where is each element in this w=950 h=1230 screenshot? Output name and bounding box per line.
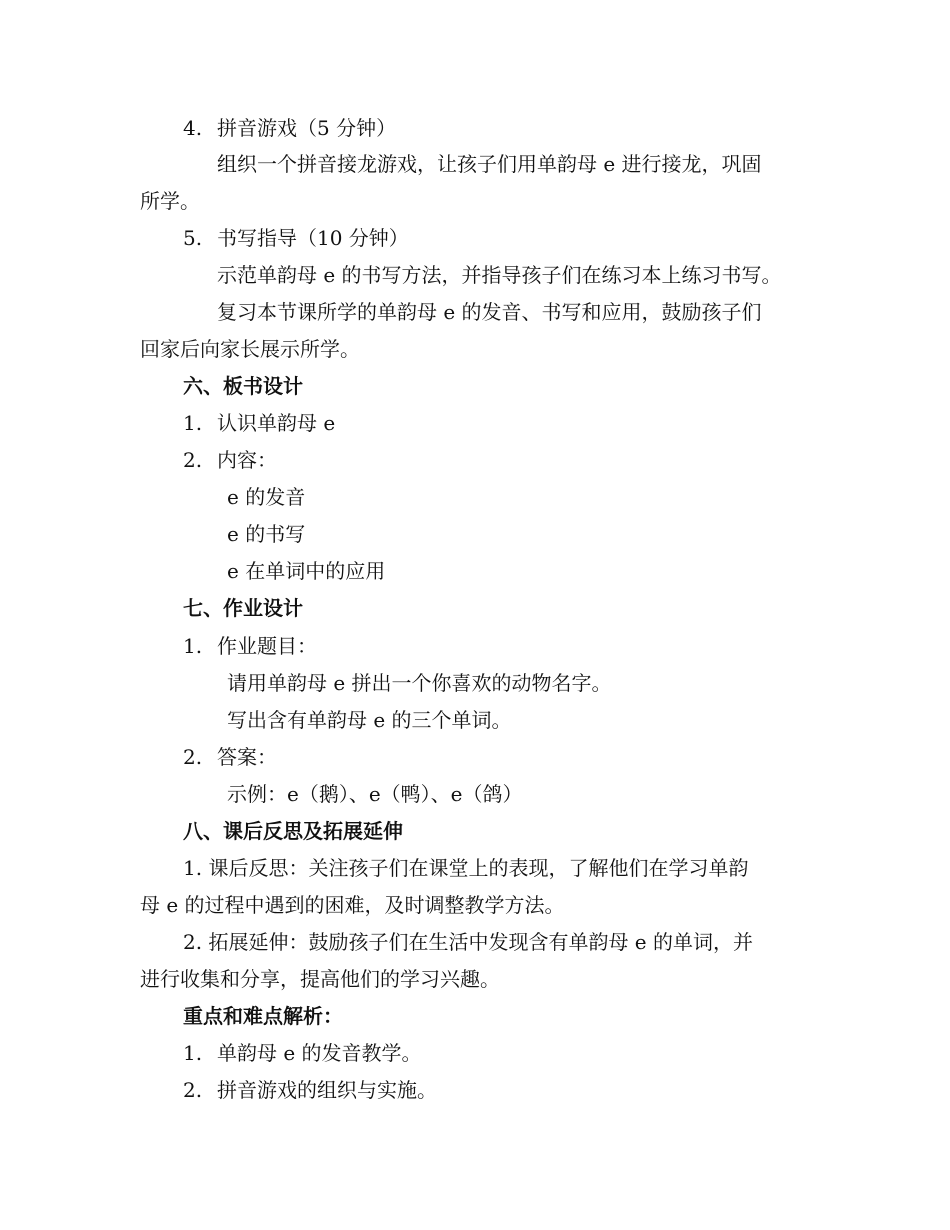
review-line-1: 复习本节课所学的单韵母 e 的发音、书写和应用，鼓励孩子们 (217, 300, 762, 324)
section-heading-key-points: 重点和难点解析： (183, 1004, 343, 1028)
reflection-line-2: 母 e 的过程中遇到的困难，及时调整教学方法。 (140, 893, 565, 917)
item-text: 认识单韵母 e (217, 411, 336, 435)
board-item-1 (183, 411, 335, 435)
homework-item-1 (183, 634, 317, 658)
homework-answer-example: 示例：e（鹅）、e（鸭）、e（鸽） (227, 782, 523, 806)
section-heading-homework: 七、作业设计 (183, 596, 303, 620)
item-number: 1. (183, 411, 203, 435)
item-number: 1. (183, 634, 203, 658)
homework-question-2: 写出含有单韵母 e 的三个单词。 (227, 708, 512, 732)
homework-question-1: 请用单韵母 e 拼出一个你喜欢的动物名字。 (227, 671, 612, 695)
item-number: 2. (183, 1078, 203, 1102)
item-number: 2. (183, 745, 203, 769)
item-text: 单韵母 e 的发音教学。 (217, 1041, 422, 1065)
item-number: 1. (183, 1041, 203, 1065)
step-number: 5. (183, 226, 203, 250)
step-5-body: 示范单韵母 e 的书写方法，并指导孩子们在练习本上练习书写。 (217, 263, 782, 287)
step-title-text: 书写指导（10 分钟） (217, 226, 409, 250)
board-subitem-writing: e 的书写 (227, 522, 306, 546)
extension-line-2: 进行收集和分享，提高他们的学习兴趣。 (140, 967, 500, 991)
board-item-2 (183, 448, 277, 472)
step-number: 4. (183, 116, 203, 140)
reflection-line-1: 1. 课后反思：关注孩子们在课堂上的表现，了解他们在学习单韵 (183, 856, 749, 880)
step-4-title (183, 116, 396, 140)
board-subitem-application: e 在单词中的应用 (227, 559, 386, 583)
review-line-2: 回家后向家长展示所学。 (140, 337, 360, 361)
item-text: 作业题目： (217, 634, 317, 658)
board-subitem-pronunciation: e 的发音 (227, 485, 306, 509)
key-point-2 (183, 1078, 437, 1102)
item-text: 拼音游戏的组织与实施。 (217, 1078, 437, 1102)
step-4-body-line-2: 所学。 (140, 189, 200, 213)
step-4-body-line-1: 组织一个拼音接龙游戏，让孩子们用单韵母 e 进行接龙，巩固 (217, 152, 762, 176)
extension-line-1: 2. 拓展延伸：鼓励孩子们在生活中发现含有单韵母 e 的单词，并 (183, 930, 753, 954)
key-point-1 (183, 1041, 422, 1065)
step-5-title (183, 226, 409, 250)
homework-item-2 (183, 745, 277, 769)
item-text: 内容： (217, 448, 277, 472)
section-heading-reflection: 八、课后反思及拓展延伸 (183, 819, 403, 843)
item-text: 答案： (217, 745, 277, 769)
item-number: 2. (183, 448, 203, 472)
step-title-text: 拼音游戏（5 分钟） (217, 116, 397, 140)
section-heading-board-design: 六、板书设计 (183, 374, 303, 398)
